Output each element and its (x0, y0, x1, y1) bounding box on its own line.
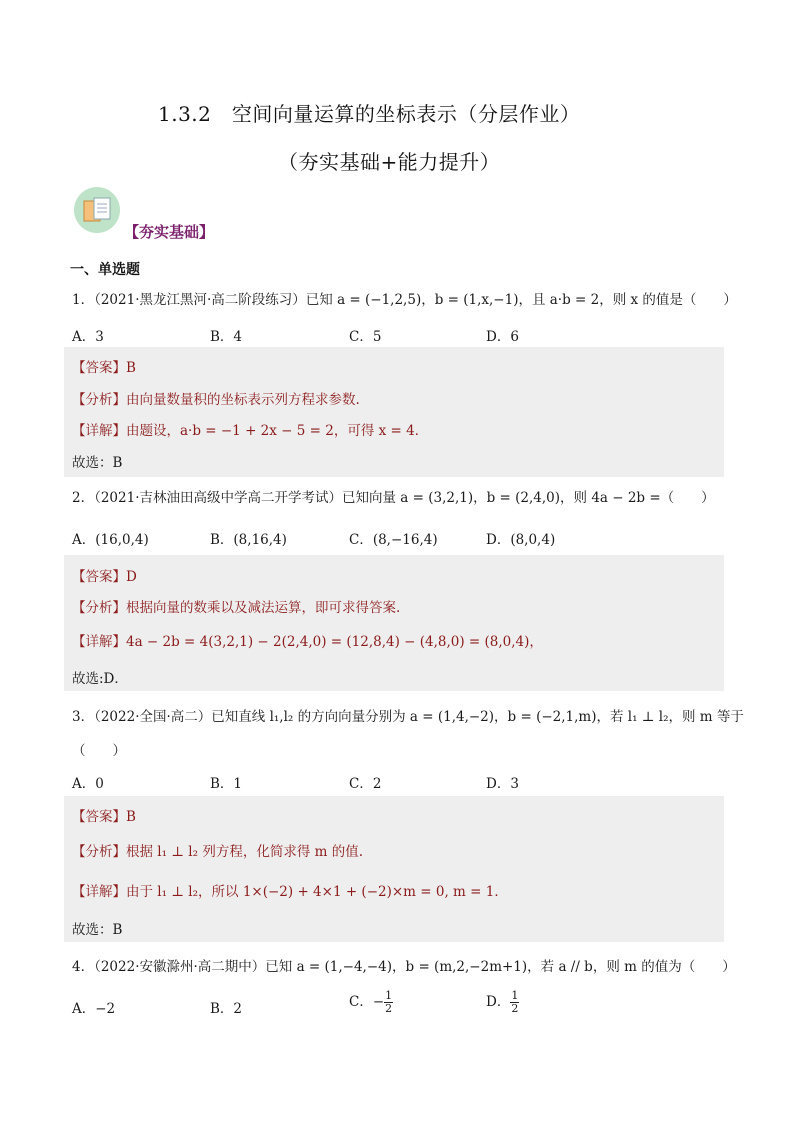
notebook-icon (74, 187, 120, 233)
section-heading: 一、单选题 (70, 262, 140, 278)
q3-answer: 【答案】B (72, 809, 136, 825)
section-badge-label: 【夯实基础】 (124, 223, 215, 241)
q1-option-b: B．4 (210, 329, 243, 345)
page-subtitle: （夯实基础+能力提升） (278, 150, 501, 174)
q1-solution-box (64, 347, 724, 477)
q4-option-d (486, 990, 519, 1015)
q3-detail: 【详解】由于 l₁ ⊥ l₂，所以 1×(−2) + 4×1 + (−2)×m = 0, m = 1． (72, 884, 508, 900)
q2-option-b: B．(8,16,4) (210, 532, 287, 548)
q3-option-d: D．3 (486, 776, 519, 792)
q4-option-b: B．2 (210, 1001, 243, 1017)
q3-solution-box (64, 796, 724, 942)
q1-detail: 【详解】由题设，a·b = −1 + 2x − 5 = 2，可得 x = 4． (72, 423, 429, 439)
q1-answer: 【答案】B (72, 360, 136, 376)
q3-option-c: C．2 (349, 776, 382, 792)
q4-d-denominator: 2 (511, 1002, 519, 1015)
question-2-stem: 2．（2021·吉林油田高级中学高二开学考试）已知向量 a = (3,2,1)，b = (2,4,0)，则 4a − 2b =（ ） (72, 490, 715, 506)
q3-option-a: A．0 (72, 776, 104, 792)
q2-option-c: C．(8,−16,4) (349, 532, 438, 548)
question-1-stem: 1．（2021·黑龙江黑河·高二阶段练习）已知 a = (−1,2,5)，b = (1,x,−1)，且 a·b = 2，则 x 的值是（ ） (72, 292, 737, 308)
q4-option-c (349, 990, 393, 1015)
q1-option-c: C．5 (349, 329, 382, 345)
q3-option-b: B．1 (210, 776, 243, 792)
q2-detail: 【详解】4a − 2b = 4(3,2,1) − 2(2,4,0) = (12,8,4) − (4,8,0) = (8,0,4)， (72, 634, 543, 650)
q3-final: 故选：B (72, 922, 123, 938)
q2-final: 故选:D． (72, 671, 128, 687)
q4-option-a: A．−2 (72, 1001, 116, 1017)
page-title: 1.3.2 空间向量运算的坐标表示（分层作业） (158, 102, 581, 126)
question-3-stem: 3．（2022·全国·高二）已知直线 l₁,l₂ 的方向向量分别为 a = (1,4,−2)，b = (−2,1,m)，若 l₁ ⊥ l₂，则 m 等于 (72, 709, 744, 725)
question-4-stem: 4．（2022·安徽滁州·高二期中）已知 a = (1,−4,−4)，b = (m,2,−2m+1)，若 a // b，则 m 的值为（ ） (72, 959, 736, 975)
q2-answer: 【答案】D (72, 569, 137, 585)
q4-d-numerator: 1 (511, 989, 519, 1002)
q4-option-d-fraction (510, 990, 519, 1015)
q4-option-c-label: C．− (349, 994, 385, 1010)
q4-c-numerator: 1 (385, 989, 393, 1002)
q1-analysis: 【分析】由向量数量积的坐标表示列方程求参数. (72, 392, 360, 408)
q2-option-d: D．(8,0,4) (486, 532, 556, 548)
q3-analysis: 【分析】根据 l₁ ⊥ l₂ 列方程，化简求得 m 的值. (72, 844, 363, 860)
q4-option-c-fraction (384, 990, 393, 1015)
q2-analysis: 【分析】根据向量的数乘以及减法运算，即可求得答案. (72, 600, 401, 616)
q2-solution-box (64, 555, 724, 691)
q1-option-a: A．3 (72, 329, 104, 345)
q4-option-d-label: D． (486, 994, 511, 1010)
question-3-stem-cont: （ ） (72, 743, 126, 759)
q1-option-d: D．6 (486, 329, 519, 345)
q4-c-denominator: 2 (385, 1002, 393, 1015)
q1-final: 故选：B (72, 455, 123, 471)
q2-option-a: A．(16,0,4) (72, 532, 149, 548)
